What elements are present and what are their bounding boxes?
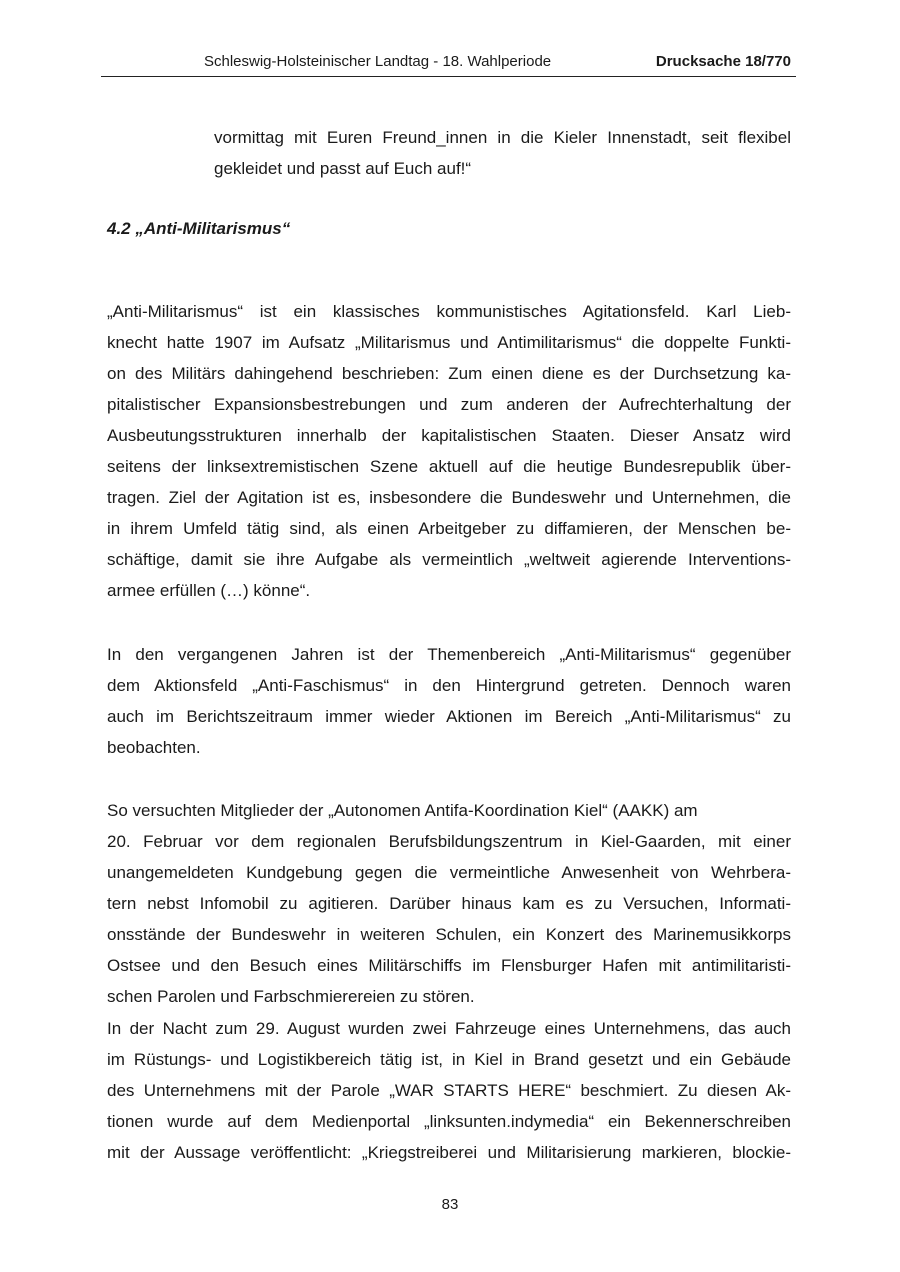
text-line: on des Militärs dahingehend beschrieben: Zum einen diene es der Durchsetzung ka-	[107, 364, 791, 383]
text-line: „Anti-Militarismus“ ist ein klassisches kommunistisches Agitationsfeld. Karl Lieb-	[107, 302, 791, 321]
paragraph-anti-militarismus	[107, 296, 791, 606]
text-line: vormittag mit Euren Freund_innen in die Kieler Innenstadt, seit flexibel	[214, 128, 791, 147]
text-line: tionen wurde auf dem Medienportal „linksunten.indymedia“ ein Bekennerschreiben	[107, 1112, 791, 1131]
header-drucksache: Drucksache 18/770	[655, 53, 791, 70]
text-line: Ostsee und den Besuch eines Militärschiffs im Flensburger Hafen mit antimilitaristi-	[107, 956, 791, 975]
section-heading: 4.2 „Anti-Militarismus“	[107, 219, 291, 238]
text-line: seitens der linksextremistischen Szene aktuell auf die heutige Bundesrepublik über-	[107, 457, 791, 476]
paragraph-aakk-intro	[107, 795, 791, 826]
text-line: dem Aktionsfeld „Anti-Faschismus“ in den Hintergrund getreten. Dennoch waren	[107, 676, 791, 695]
text-line: 20. Februar vor dem regionalen Berufsbildungszentrum in Kiel-Gaarden, mit einer	[107, 832, 791, 851]
text-line: auch im Berichtszeitraum immer wieder Aktionen im Bereich „Anti-Militarismus“ zu	[107, 707, 791, 726]
text-line: tragen. Ziel der Agitation ist es, insbesondere die Bundeswehr und Unternehmen, die	[107, 488, 791, 507]
text-line: onsstände der Bundeswehr in weiteren Schulen, ein Konzert des Marinemusikkorps	[107, 925, 791, 944]
text-line: In der Nacht zum 29. August wurden zwei Fahrzeuge eines Unternehmens, das auch	[107, 1019, 791, 1038]
text-line: Ausbeutungsstrukturen innerhalb der kapitalistischen Staaten. Dieser Ansatz wird	[107, 426, 791, 445]
text-line: in ihrem Umfeld tätig sind, als einen Arbeitgeber zu diffamieren, der Menschen be-	[107, 519, 791, 538]
paragraph-august	[107, 1013, 791, 1168]
page-header	[101, 50, 796, 77]
text-line: schäftige, damit sie ihre Aufgabe als vermeintlich „weltweit agierende Interventions-	[107, 550, 791, 569]
page-number: 83	[441, 1196, 459, 1213]
text-line: im Rüstungs- und Logistikbereich tätig ist, in Kiel in Brand gesetzt und ein Gebäude	[107, 1050, 791, 1069]
text-line: So versuchten Mitglieder der „Autonomen Antifa-Koordination Kiel“ (AAKK) am	[107, 801, 698, 820]
text-line: In den vergangenen Jahren ist der Themenbereich „Anti-Militarismus“ gegenüber	[107, 645, 791, 664]
text-line: des Unternehmens mit der Parole „WAR STARTS HERE“ beschmiert. Zu diesen Ak-	[107, 1081, 791, 1100]
text-line: beobachten.	[107, 738, 201, 757]
text-line: unangemeldeten Kundgebung gegen die vermeintliche Anwesenheit von Wehrbera-	[107, 863, 791, 882]
text-line: schen Parolen und Farbschmierereien zu stören.	[107, 987, 475, 1006]
text-line: gekleidet und passt auf Euch auf!“	[214, 159, 472, 178]
paragraph-februar	[107, 826, 791, 1012]
paragraph-vergangene-jahre	[107, 639, 791, 763]
header-title: Schleswig-Holsteinischer Landtag - 18. Wahlperiode	[204, 53, 552, 70]
text-line: tern nebst Infomobil zu agitieren. Darüber hinaus kam es zu Versuchen, Informati-	[107, 894, 791, 913]
text-line: knecht hatte 1907 im Aufsatz „Militarismus und Antimilitarismus“ die doppelte Funkti-	[107, 333, 791, 352]
quote-continuation	[214, 122, 791, 184]
text-line: armee erfüllen (…) könne“.	[107, 581, 311, 600]
text-line: mit der Aussage veröffentlicht: „Kriegstreiberei und Militarisierung markieren, blockie-	[107, 1143, 791, 1162]
text-line: pitalistischer Expansionsbestrebungen und zum anderen der Aufrechterhaltung der	[107, 395, 791, 414]
